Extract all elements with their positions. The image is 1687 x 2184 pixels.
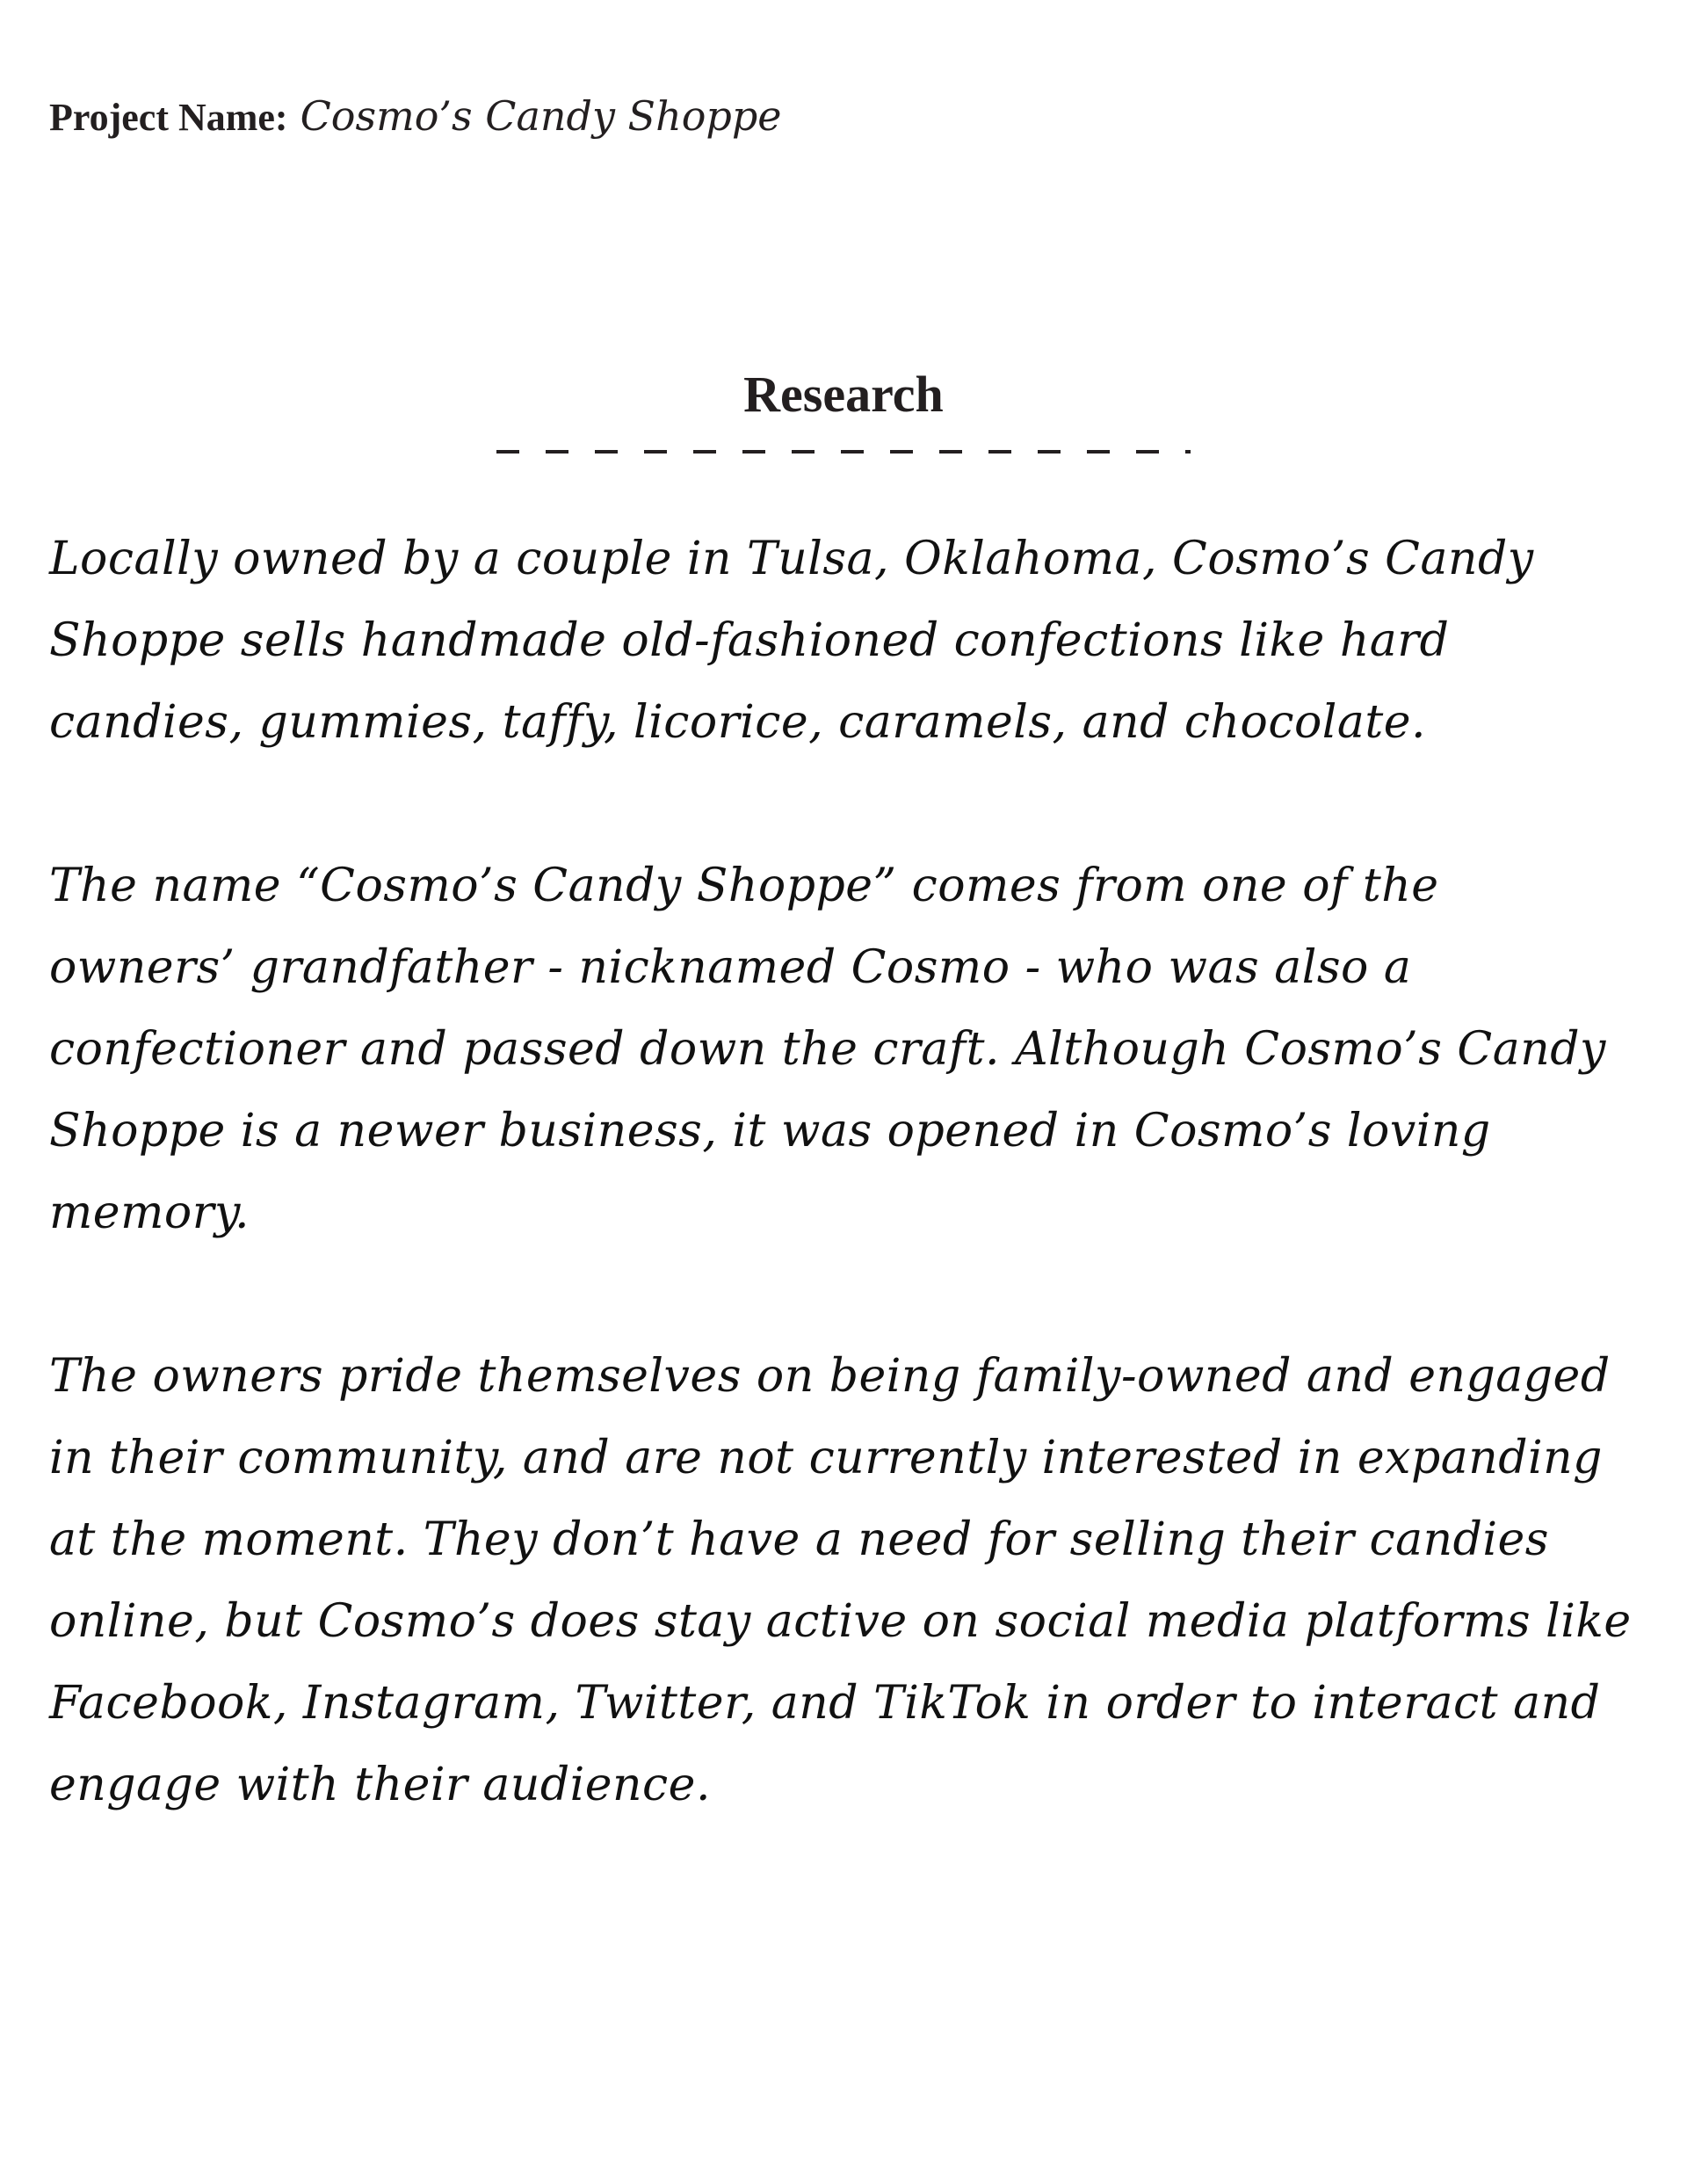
research-body <box>49 519 1640 1908</box>
project-name-value: Cosmo’s Candy Shoppe <box>300 92 782 140</box>
paragraph-intro: Locally owned by a couple in Tulsa, Oklahoma, Cosmo’s Candy Shoppe sells handmade old-fashioned confections like hard candies, gummies, taffy, licorice, caramels, and chocolate. <box>49 533 1534 749</box>
paragraph-community: The owners pride themselves on being family-owned and engaged in their community, and are not currently interested in expanding at the moment. They don’t have a need for selling their candies online, but Cosmo’s does stay active on social media platforms like Facebook, Instagram, Twitter, and TikTok in order to interact and engage with their audience. <box>49 1350 1632 1811</box>
paragraph-name-origin: The name “Cosmo’s Candy Shoppe” comes from one of the owners’ grandfather - nicknamed Cosmo - who was also a confectioner and passed down the craft. Although Cosmo’s Candy Shoppe is a newer business, it was opened in Cosmo’s loving memory. <box>49 860 1606 1239</box>
title-dashed-underline <box>496 450 1191 453</box>
project-name-label: Project Name: <box>49 96 288 139</box>
project-name-line <box>49 92 782 163</box>
section-title: Research <box>743 366 944 423</box>
